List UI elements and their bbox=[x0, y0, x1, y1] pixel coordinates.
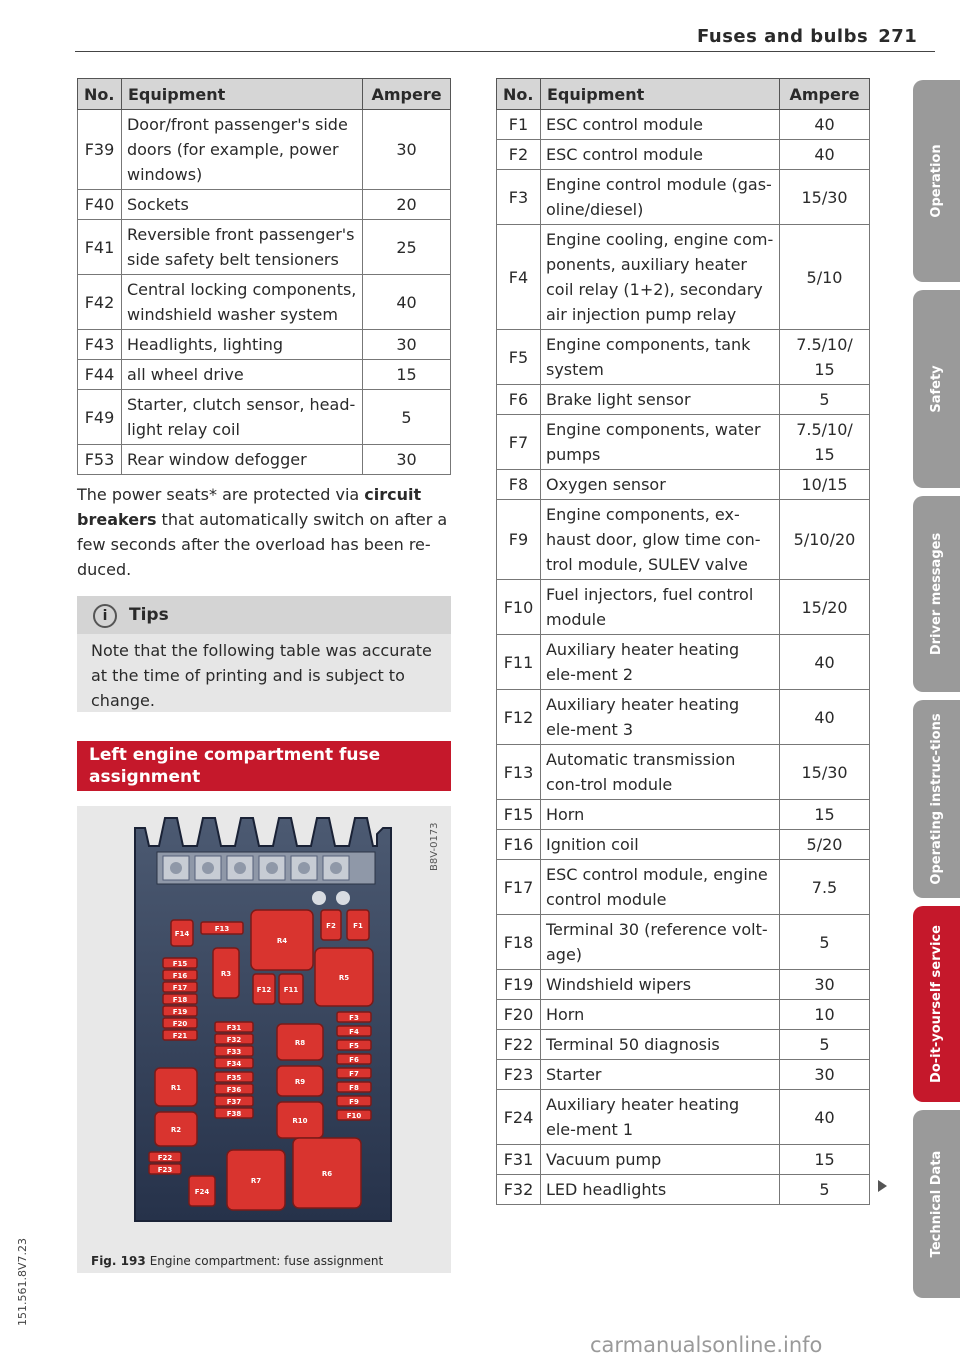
fuse-ampere: 5/10/20 bbox=[780, 500, 870, 580]
label-r5: R5 bbox=[338, 974, 350, 982]
fuse-equipment: Starter bbox=[540, 1060, 779, 1090]
fuse-number: F24 bbox=[497, 1090, 541, 1145]
label-f4: F4 bbox=[349, 1028, 359, 1036]
label-r4: R4 bbox=[276, 937, 288, 945]
fuse-ampere: 40 bbox=[780, 140, 870, 170]
fuse-box-diagram bbox=[77, 806, 451, 1249]
fuse-equipment: all wheel drive bbox=[121, 360, 362, 390]
fuse-number: F53 bbox=[78, 445, 122, 475]
fuse-number: F11 bbox=[497, 635, 541, 690]
column-header-equipment: Equipment bbox=[121, 79, 362, 110]
label-f24: F24 bbox=[194, 1188, 210, 1196]
fuse-ampere: 15/30 bbox=[780, 170, 870, 225]
fuse-number: F39 bbox=[78, 110, 122, 190]
fuse-equipment: Windshield wipers bbox=[540, 970, 779, 1000]
table-row bbox=[497, 470, 870, 500]
column-header-equipment: Equipment bbox=[540, 79, 779, 110]
table-row bbox=[78, 275, 451, 330]
header-title: Fuses and bulbs bbox=[697, 26, 869, 47]
fuse-equipment: Engine components, water pumps bbox=[540, 415, 779, 470]
table-row bbox=[78, 330, 451, 360]
chapter-tab-label: Operation bbox=[928, 144, 944, 218]
tips-text: Note that the following table was accurate at the time of printing and is subject to change. bbox=[91, 641, 432, 710]
fuse-equipment: LED headlights bbox=[540, 1175, 779, 1205]
label-f7: F7 bbox=[349, 1070, 359, 1078]
label-r8: R8 bbox=[294, 1039, 306, 1047]
fuse-equipment: Rear window defogger bbox=[121, 445, 362, 475]
page-header bbox=[697, 26, 917, 47]
table-row bbox=[497, 1090, 870, 1145]
fuse-ampere: 5 bbox=[780, 385, 870, 415]
fuse-number: F13 bbox=[497, 745, 541, 800]
table-row bbox=[497, 915, 870, 970]
fuse-ampere: 5 bbox=[363, 390, 451, 445]
chapter-tab-5[interactable] bbox=[913, 1110, 960, 1298]
label-f37: F37 bbox=[226, 1098, 242, 1106]
table-row bbox=[497, 690, 870, 745]
fuse-number: F20 bbox=[497, 1000, 541, 1030]
fuse-ampere: 15 bbox=[780, 800, 870, 830]
fuse-ampere: 15/30 bbox=[780, 745, 870, 800]
fuse-table-left bbox=[77, 78, 451, 475]
fuse-equipment: Headlights, lighting bbox=[121, 330, 362, 360]
label-f8: F8 bbox=[349, 1084, 359, 1092]
fuse-number: F15 bbox=[497, 800, 541, 830]
fuse-equipment: ESC control module, engine control module bbox=[540, 860, 779, 915]
fuse-number: F31 bbox=[497, 1145, 541, 1175]
chapter-tab-3[interactable] bbox=[913, 700, 960, 898]
label-f15: F15 bbox=[172, 960, 188, 968]
fuse-number: F42 bbox=[78, 275, 122, 330]
label-f23: F23 bbox=[157, 1166, 173, 1174]
caption-label: Fig. 193 bbox=[91, 1254, 146, 1268]
label-f11: F11 bbox=[283, 986, 299, 994]
table-row bbox=[497, 500, 870, 580]
table-row bbox=[497, 580, 870, 635]
table-row bbox=[497, 860, 870, 915]
fuse-ampere: 25 bbox=[363, 220, 451, 275]
chapter-tab-2[interactable] bbox=[913, 496, 960, 692]
fuse-equipment: Central locking components, windshield washer system bbox=[121, 275, 362, 330]
fuse-equipment: Sockets bbox=[121, 190, 362, 220]
label-f22: F22 bbox=[157, 1154, 173, 1162]
fuse-ampere: 10 bbox=[780, 1000, 870, 1030]
fuse-ampere: 40 bbox=[780, 1090, 870, 1145]
table-row bbox=[497, 635, 870, 690]
label-f18: F18 bbox=[172, 996, 188, 1004]
label-f10: F10 bbox=[346, 1112, 362, 1120]
label-f38: F38 bbox=[226, 1110, 242, 1118]
chapter-tab-label: Operating instruc-tions bbox=[928, 713, 944, 885]
fuse-ampere: 15 bbox=[363, 360, 451, 390]
column-header-ampere: Ampere bbox=[363, 79, 451, 110]
figure-id: B8V-0173 bbox=[429, 822, 440, 872]
label-r3: R3 bbox=[220, 970, 232, 978]
label-f32: F32 bbox=[226, 1036, 242, 1044]
page-number: 271 bbox=[878, 26, 918, 47]
fuse-table-right bbox=[496, 78, 870, 1205]
fuse-ampere: 40 bbox=[780, 110, 870, 140]
label-f31: F31 bbox=[226, 1024, 242, 1032]
fuse-number: F7 bbox=[497, 415, 541, 470]
fuse-ampere: 5/10 bbox=[780, 225, 870, 330]
fuse-equipment: Auxiliary heater heating ele-ment 1 bbox=[540, 1090, 779, 1145]
table-row bbox=[497, 1175, 870, 1205]
fuse-ampere: 30 bbox=[780, 970, 870, 1000]
fuse-equipment: Engine cooling, engine com-ponents, auxiliary heater coil relay (1+2), secondary air injection pump relay bbox=[540, 225, 779, 330]
circuit-breaker-paragraph bbox=[77, 482, 452, 582]
fuse-ampere: 5 bbox=[780, 915, 870, 970]
label-f2: F2 bbox=[326, 922, 336, 930]
fuse-equipment: Automatic transmission con-trol module bbox=[540, 745, 779, 800]
fuse-equipment: Fuel injectors, fuel control module bbox=[540, 580, 779, 635]
fuse-equipment: Engine components, ex-haust door, glow time con-trol module, SULEV valve bbox=[540, 500, 779, 580]
label-f3: F3 bbox=[349, 1014, 359, 1022]
label-f5: F5 bbox=[349, 1042, 359, 1050]
table-row bbox=[78, 360, 451, 390]
table-row bbox=[497, 1000, 870, 1030]
label-r10: R10 bbox=[292, 1117, 308, 1125]
column-header-no: No. bbox=[78, 79, 122, 110]
fuse-equipment: ESC control module bbox=[540, 110, 779, 140]
table-row bbox=[78, 190, 451, 220]
fuse-number: F3 bbox=[497, 170, 541, 225]
tips-header bbox=[77, 596, 451, 634]
fuse-number: F23 bbox=[497, 1060, 541, 1090]
fuse-number: F19 bbox=[497, 970, 541, 1000]
chapter-tab-label: Safety bbox=[928, 365, 944, 413]
chapter-tab-label: Driver messages bbox=[928, 532, 944, 656]
paragraph-text-end: that automatically switch on after a few seconds after the overload has been re-duced. bbox=[77, 510, 448, 579]
fuse-equipment: Auxiliary heater heating ele-ment 2 bbox=[540, 635, 779, 690]
label-f17: F17 bbox=[172, 984, 188, 992]
chapter-tab-label: Do-it-yourself service bbox=[928, 925, 944, 1083]
label-r1: R1 bbox=[170, 1084, 182, 1092]
fuse-ampere: 30 bbox=[363, 110, 451, 190]
fuse-ampere: 7.5/10/ 15 bbox=[780, 330, 870, 385]
table-row bbox=[497, 140, 870, 170]
fuse-equipment: Horn bbox=[540, 1000, 779, 1030]
label-r6: R6 bbox=[321, 1170, 333, 1178]
label-r7: R7 bbox=[250, 1177, 262, 1185]
fuse-equipment: Brake light sensor bbox=[540, 385, 779, 415]
fuse-equipment: Reversible front passenger's side safety belt tensioners bbox=[121, 220, 362, 275]
table-row bbox=[497, 170, 870, 225]
fuse-number: F18 bbox=[497, 915, 541, 970]
chapter-tab-0[interactable] bbox=[913, 80, 960, 282]
fuse-equipment: ESC control module bbox=[540, 140, 779, 170]
fuse-number: F40 bbox=[78, 190, 122, 220]
fuse-number: F43 bbox=[78, 330, 122, 360]
table-row bbox=[497, 830, 870, 860]
fuse-number: F9 bbox=[497, 500, 541, 580]
watermark: carmanualsonline.info bbox=[590, 1333, 823, 1357]
table-row bbox=[497, 970, 870, 1000]
fuse-equipment: Starter, clutch sensor, head-light relay coil bbox=[121, 390, 362, 445]
table-row bbox=[497, 1060, 870, 1090]
table-row bbox=[497, 110, 870, 140]
figure-caption bbox=[77, 1249, 451, 1273]
tips-box bbox=[77, 596, 451, 712]
fuse-number: F4 bbox=[497, 225, 541, 330]
caption-text: Engine compartment: fuse assignment bbox=[149, 1254, 384, 1268]
label-r9: R9 bbox=[294, 1078, 306, 1086]
fuse-ampere: 7.5/10/ 15 bbox=[780, 415, 870, 470]
fuse-number: F49 bbox=[78, 390, 122, 445]
fuse-number: F5 bbox=[497, 330, 541, 385]
fuse-number: F22 bbox=[497, 1030, 541, 1060]
fuse-number: F16 bbox=[497, 830, 541, 860]
fuse-ampere: 15/20 bbox=[780, 580, 870, 635]
label-f33: F33 bbox=[226, 1048, 242, 1056]
continue-arrow-icon bbox=[878, 1180, 887, 1192]
chapter-tab-label: Technical Data bbox=[928, 1150, 944, 1258]
label-f12: F12 bbox=[256, 986, 272, 994]
table-row bbox=[78, 220, 451, 275]
fuse-number: F2 bbox=[497, 140, 541, 170]
fuse-equipment: Terminal 30 (reference volt-age) bbox=[540, 915, 779, 970]
table-row bbox=[497, 225, 870, 330]
fuse-ampere: 30 bbox=[363, 330, 451, 360]
fuse-equipment: Vacuum pump bbox=[540, 1145, 779, 1175]
fuse-number: F12 bbox=[497, 690, 541, 745]
fuse-equipment: Engine control module (gas-oline/diesel) bbox=[540, 170, 779, 225]
fuse-ampere: 30 bbox=[363, 445, 451, 475]
chapter-tab-4[interactable] bbox=[913, 906, 960, 1102]
fuse-ampere: 40 bbox=[780, 635, 870, 690]
fuse-number: F17 bbox=[497, 860, 541, 915]
label-f36: F36 bbox=[226, 1086, 242, 1094]
fuse-ampere: 5/20 bbox=[780, 830, 870, 860]
fuse-ampere: 10/15 bbox=[780, 470, 870, 500]
table-row bbox=[78, 445, 451, 475]
fuse-ampere: 5 bbox=[780, 1030, 870, 1060]
fuse-ampere: 5 bbox=[780, 1175, 870, 1205]
label-f21: F21 bbox=[172, 1032, 188, 1040]
table-row bbox=[497, 1145, 870, 1175]
fuse-number: F41 bbox=[78, 220, 122, 275]
table-row bbox=[497, 330, 870, 385]
fuse-ampere: 7.5 bbox=[780, 860, 870, 915]
table-row bbox=[497, 1030, 870, 1060]
label-f13: F13 bbox=[214, 925, 230, 933]
table-row bbox=[497, 385, 870, 415]
label-f34: F34 bbox=[226, 1060, 242, 1068]
label-f16: F16 bbox=[172, 972, 188, 980]
label-f20: F20 bbox=[172, 1020, 188, 1028]
fuse-equipment: Ignition coil bbox=[540, 830, 779, 860]
table-row bbox=[78, 110, 451, 190]
header-rule bbox=[75, 51, 935, 52]
fuse-number: F6 bbox=[497, 385, 541, 415]
fuse-number: F44 bbox=[78, 360, 122, 390]
fuse-number: F10 bbox=[497, 580, 541, 635]
fuse-ampere: 20 bbox=[363, 190, 451, 220]
fuse-box-figure bbox=[77, 806, 451, 1249]
fuse-equipment: Oxygen sensor bbox=[540, 470, 779, 500]
fuse-ampere: 40 bbox=[780, 690, 870, 745]
paragraph-text: The power seats* are protected via bbox=[77, 485, 365, 504]
label-f1: F1 bbox=[353, 922, 363, 930]
label-f14: F14 bbox=[174, 930, 190, 938]
table-row bbox=[497, 415, 870, 470]
section-title: Left engine compartment fuse assignment bbox=[77, 741, 451, 791]
fuse-equipment: Horn bbox=[540, 800, 779, 830]
table-row bbox=[78, 390, 451, 445]
chapter-tab-1[interactable] bbox=[913, 290, 960, 488]
fuse-equipment: Terminal 50 diagnosis bbox=[540, 1030, 779, 1060]
info-icon: i bbox=[93, 604, 117, 628]
fuse-ampere: 30 bbox=[780, 1060, 870, 1090]
paragraph-bold: circuit breakers bbox=[77, 485, 422, 529]
label-f35: F35 bbox=[226, 1074, 242, 1082]
fuse-number: F1 bbox=[497, 110, 541, 140]
column-header-no: No. bbox=[497, 79, 541, 110]
tips-title: Tips bbox=[129, 605, 169, 625]
fuse-equipment: Engine components, tank system bbox=[540, 330, 779, 385]
fuse-equipment: Door/front passenger's side doors (for example, power windows) bbox=[121, 110, 362, 190]
fuse-ampere: 15 bbox=[780, 1145, 870, 1175]
column-header-ampere: Ampere bbox=[780, 79, 870, 110]
table-row bbox=[497, 800, 870, 830]
label-f19: F19 bbox=[172, 1008, 188, 1016]
fuse-number: F8 bbox=[497, 470, 541, 500]
label-f6: F6 bbox=[349, 1056, 359, 1064]
fuse-number: F32 bbox=[497, 1175, 541, 1205]
document-code: 151.561.8V7.23 bbox=[16, 1238, 29, 1326]
fuse-ampere: 40 bbox=[363, 275, 451, 330]
table-row bbox=[497, 745, 870, 800]
label-f9: F9 bbox=[349, 1098, 359, 1106]
fuse-equipment: Auxiliary heater heating ele-ment 3 bbox=[540, 690, 779, 745]
label-r2: R2 bbox=[170, 1126, 182, 1134]
